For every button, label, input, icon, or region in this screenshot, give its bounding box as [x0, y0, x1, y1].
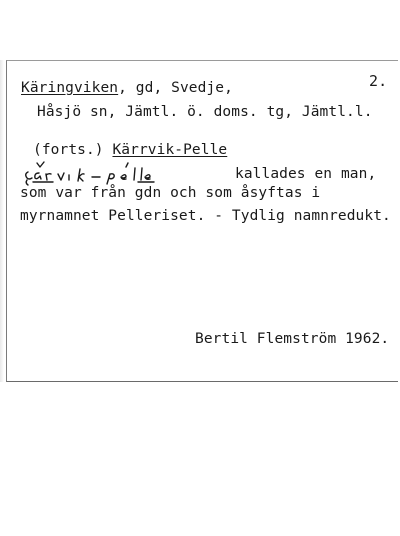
pronunciation-handwriting — [22, 160, 192, 186]
body-line-1: kallades en man, — [235, 166, 377, 182]
body-line-2: som var från gdn och som åsyftas i — [20, 185, 321, 201]
handwritten-pronunciation-icon — [22, 160, 192, 186]
card-title — [21, 79, 233, 97]
place-type: , gd, Svedje, — [118, 80, 233, 96]
body-line-3: myrnamnet Pelleriset. - Tydlig namnredukt. — [20, 208, 391, 224]
nickname: Kärrvik-Pelle — [112, 142, 228, 158]
card-edge-shadow — [0, 60, 4, 382]
card-number: 2. — [369, 72, 388, 90]
parish-line: Håsjö sn, Jämtl. ö. doms. tg, Jämtl.l. — [37, 104, 373, 120]
continued-label: (forts.) — [33, 142, 113, 158]
signature: Bertil Flemström 1962. — [195, 331, 390, 347]
place-name: Käringviken — [21, 80, 119, 96]
continued-line — [33, 141, 227, 159]
